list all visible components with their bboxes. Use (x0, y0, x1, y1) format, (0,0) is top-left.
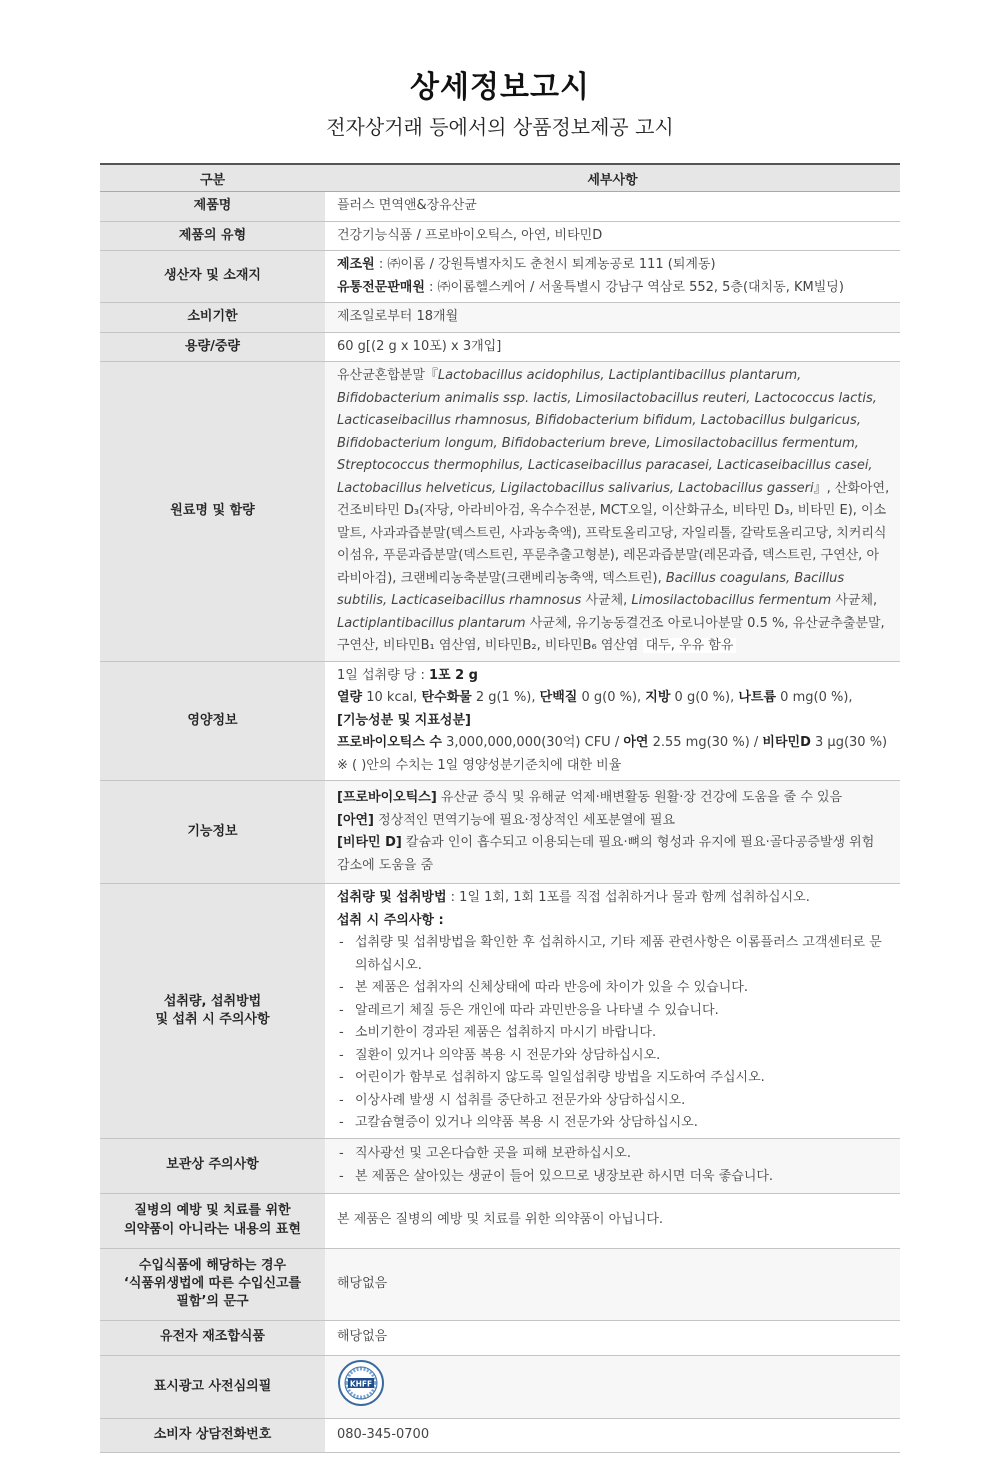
import-label-line2: ‘식품위생법에 따른 수입신고를 (123, 1275, 302, 1291)
import-label-line3: 필함’의 문구 (176, 1294, 249, 1310)
ingredients-strains2: Bacillus coagulans, Bacillus subtilis, Lacticaseibacillus rhamnosus (337, 570, 845, 608)
function-text-probiotic: 유산균 증식 및 유해균 억제·배변활동 원활·장 건강에 도움을 줄 수 있음 (436, 790, 843, 805)
seal-text: KHFF (349, 1378, 373, 1388)
row-value-producer (325, 251, 900, 303)
disease-label-line2: 의약품이 아니라는 내용의 표현 (124, 1221, 301, 1237)
row-value-expiry: 제조일로부터 18개월 (325, 303, 900, 333)
table-row (100, 781, 900, 884)
ingredients-mid2: 사균체, (581, 593, 632, 608)
row-label-product-type: 제품의 유형 (100, 221, 325, 251)
row-value-storage (325, 1138, 900, 1193)
table-row (100, 1355, 900, 1419)
row-value-gmo: 해당없음 (325, 1320, 900, 1355)
probiotic-count-value: 3,000,000,000(30억) CFU / (442, 735, 624, 750)
row-value-intake (325, 884, 900, 1139)
kcal-label: 열량 (337, 690, 363, 705)
table-row (100, 1193, 900, 1248)
storage-list (337, 1143, 890, 1188)
list-item: - 섭취량 및 섭취방법을 확인한 후 섭취하시고, 기타 제품 관련사항은 이롬플러스 고객센터로 문의하십시오. (337, 932, 890, 977)
distributor-value: : ㈜이롬헬스케어 / 서울특별시 강남구 역삼로 552, 5층(대치동, KM빌딩) (424, 279, 844, 295)
ingredients-strain3: Limosilactobacillus fermentum (631, 593, 832, 608)
intake-label-line1: 섭취량, 섭취방법 (163, 993, 262, 1009)
row-label-expiry: 소비기한 (100, 303, 325, 333)
page-title: 상세정보고시 (410, 70, 590, 105)
row-value-import: 해당없음 (325, 1248, 900, 1320)
functional-ingredients-header: [기능성분 및 지표성분] (337, 712, 471, 728)
row-value-product-name: 플러스 면역앤&장유산균 (325, 192, 900, 222)
table-row (100, 221, 900, 251)
list-item: - 본 제품은 살아있는 생균이 들어 있으므로 냉장보관 하시면 더욱 좋습니다. (337, 1166, 890, 1189)
carb-label: 탄수화물 (421, 690, 472, 705)
table-row (100, 251, 900, 303)
function-tag-zinc: [아연] (337, 812, 374, 828)
table-row (100, 303, 900, 333)
row-label-ingredients: 원료명 및 함량 (100, 362, 325, 662)
row-value-ad-review (325, 1355, 900, 1419)
row-value-disease: 본 제품은 질병의 예방 및 치료를 위한 의약품이 아닙니다. (325, 1193, 900, 1248)
sodium-value: 0 mg(0 %), (776, 690, 853, 705)
list-item: - 직사광선 및 고온다습한 곳을 피해 보관하십시오. (337, 1143, 890, 1166)
row-label-product-name: 제품명 (100, 192, 325, 222)
function-text-vitamin-d: 칼슘과 인이 흡수되고 이용되는데 필요·뼈의 형성과 유지에 필요·골다공증발생 위험 감소에 도움을 줌 (337, 835, 875, 873)
manufacturer-label: 제조원 (337, 257, 375, 272)
row-label-storage: 보관상 주의사항 (100, 1138, 325, 1193)
table-row (100, 362, 900, 662)
row-value-ingredients (325, 362, 900, 662)
vitamin-d-value: 3 μg(30 %) (810, 735, 888, 750)
table-row (100, 1320, 900, 1355)
row-label-gmo: 유전자 재조합식품 (100, 1320, 325, 1355)
disease-label-line1: 질병의 예방 및 치료를 위한 (134, 1203, 291, 1219)
fat-value: 0 g(0 %), (670, 690, 739, 705)
khff-review-seal-icon (337, 1359, 385, 1407)
vitamin-d-label: 비타민D (762, 735, 811, 750)
list-item: - 어린이가 함부로 섭취하지 않도록 일일섭취량 방법을 지도하여 주십시오. (337, 1067, 890, 1090)
list-item: - 본 제품은 섭취자의 신체상태에 따라 반응에 차이가 있을 수 있습니다. (337, 977, 890, 1000)
list-item: - 이상사례 발생 시 섭취를 중단하고 전문가와 상담하십시오. (337, 1090, 890, 1113)
table-row (100, 332, 900, 362)
function-text-zinc: 정상적인 면역기능에 필요·정상적인 세포분열에 필요 (374, 812, 676, 828)
table-row (100, 661, 900, 781)
ingredients-tail: 사균체, 유기농동결건조 아로니아분말 0.5 %, 유산균추출분말, 구연산, 비타민B₁ 염산염, 비타민B₂, 비타민B₆ 염산염 (337, 615, 885, 653)
nutrition-note: ※ ( )안의 수치는 1일 영양성분기준치에 대한 비율 (337, 757, 622, 773)
row-label-hotline: 소비자 상담전화번호 (100, 1419, 325, 1453)
zinc-label: 아연 (623, 735, 649, 750)
table-header-row (100, 164, 900, 192)
distributor-label: 유통전문판매원 (337, 279, 425, 295)
table-row (100, 192, 900, 222)
import-label-line1: 수입식품에 해당하는 경우 (138, 1257, 287, 1273)
protein-label: 단백질 (539, 690, 578, 705)
function-tag-probiotic: [프로바이오틱스] (337, 790, 437, 805)
allergen-notice: 대두, 우유 함유 (643, 638, 737, 653)
intake-caution-list (337, 932, 890, 1135)
list-item: - 소비기한이 경과된 제품은 섭취하지 마시기 바랍니다. (337, 1022, 890, 1045)
manufacturer-value: : ㈜이롬 / 강원특별자치도 춘천시 퇴계농공로 111 (퇴계동) (374, 257, 716, 272)
table-row (100, 1248, 900, 1320)
row-label-intake (100, 884, 325, 1139)
list-item: - 알레르기 체질 등은 개인에 따라 과민반응을 나타낼 수 있습니다. (337, 1000, 890, 1023)
page-subtitle: 전자상거래 등에서의 상품정보제공 고시 (326, 115, 674, 139)
row-value-function (325, 781, 900, 884)
serving-value: 1포 2 g (428, 667, 478, 683)
row-label-ad-review: 표시광고 사전심의필 (100, 1355, 325, 1419)
probiotic-count-label: 프로바이오틱스 수 (337, 735, 442, 750)
intake-label-line2: 및 섭취 시 주의사항 (155, 1011, 270, 1027)
table-row (100, 884, 900, 1139)
row-label-producer: 생산자 및 소재지 (100, 251, 325, 303)
row-value-nutrition (325, 661, 900, 781)
row-label-import (100, 1248, 325, 1320)
intake-method-value: : 1일 1회, 1회 1포를 직접 섭취하거나 물과 함께 섭취하십시오. (446, 890, 810, 905)
ingredients-intro: 유산균혼합분말『 (337, 368, 438, 383)
intake-method-label: 섭취량 및 섭취방법 (337, 890, 447, 905)
row-value-capacity: 60 g[(2 g x 10포) x 3개입] (325, 332, 900, 362)
zinc-value: 2.55 mg(30 %) / (648, 735, 763, 750)
row-label-function: 기능정보 (100, 781, 325, 884)
row-label-nutrition: 영양정보 (100, 661, 325, 781)
function-tag-vitamin-d: [비타민 D] (337, 835, 402, 850)
list-item: - 고칼슘혈증이 있거나 의약품 복용 시 전문가와 상담하십시오. (337, 1112, 890, 1135)
list-item: - 질환이 있거나 의약품 복용 시 전문가와 상담하십시오. (337, 1045, 890, 1068)
product-info-table (100, 163, 900, 1453)
ingredients-strains: Lactobacillus acidophilus, Lactiplantibacillus plantarum, Bifidobacterium animalis ssp. lactis, Limosilactobacillus reuteri, Lactococcus lactis, Lacticaseibacillus rhamnosus, Bifidobacterium bifidum, Lactobacillus bulgaricus, Bifidobacterium longum, Bifidobacterium breve, Limosilactobacillus fermentum, Streptococcus thermophilus, Lacticaseibacillus paracasei, Lacticaseibacillus casei, Lactobacillus helveticus, Ligilactobacillus salivarius, Lactobacillus gasseri (337, 368, 877, 496)
intake-caution-label: 섭취 시 주의사항 : (337, 912, 444, 928)
column-header-category: 구분 (100, 164, 325, 192)
fat-label: 지방 (645, 690, 671, 705)
column-header-details: 세부사항 (325, 164, 900, 192)
row-value-product-type: 건강기능식품 / 프로바이오틱스, 아연, 비타민D (325, 221, 900, 251)
table-row (100, 1419, 900, 1453)
serving-prefix: 1일 섭취량 당 : (337, 667, 429, 683)
ingredients-mid3: 사균체, (831, 593, 878, 608)
kcal-value: 10 kcal, (362, 690, 422, 705)
carb-value: 2 g(1 %), (471, 690, 540, 705)
row-value-hotline: 080-345-0700 (325, 1419, 900, 1453)
row-label-capacity: 용량/중량 (100, 332, 325, 362)
row-label-disease (100, 1193, 325, 1248)
table-row (100, 1138, 900, 1193)
ingredients-mid1: 』, 산화아연, 건조비타민 D₃(자당, 아라비아검, 옥수수전분, MCT오일, 이산화규소, 비타민 D₃, 비타민 E), 이소말트, 사과과즙분말(덱스트린, 사과농축액), 프락토올리고당, 자일리톨, 갈락토올리고당, 치커리식이섬유, 푸룬과즙분말(덱스트린, 푸룬추출고형분), 레몬과즙분말(레몬과즙, 덱스트린, 구연산, 아라비아검), 크랜베리농축분말(크랜베리농축액, 덱스트린), (337, 480, 890, 586)
ingredients-strain4: Lactiplantibacillus plantarum (337, 615, 526, 631)
protein-value: 0 g(0 %), (577, 690, 646, 705)
sodium-label: 나트륨 (738, 690, 777, 705)
